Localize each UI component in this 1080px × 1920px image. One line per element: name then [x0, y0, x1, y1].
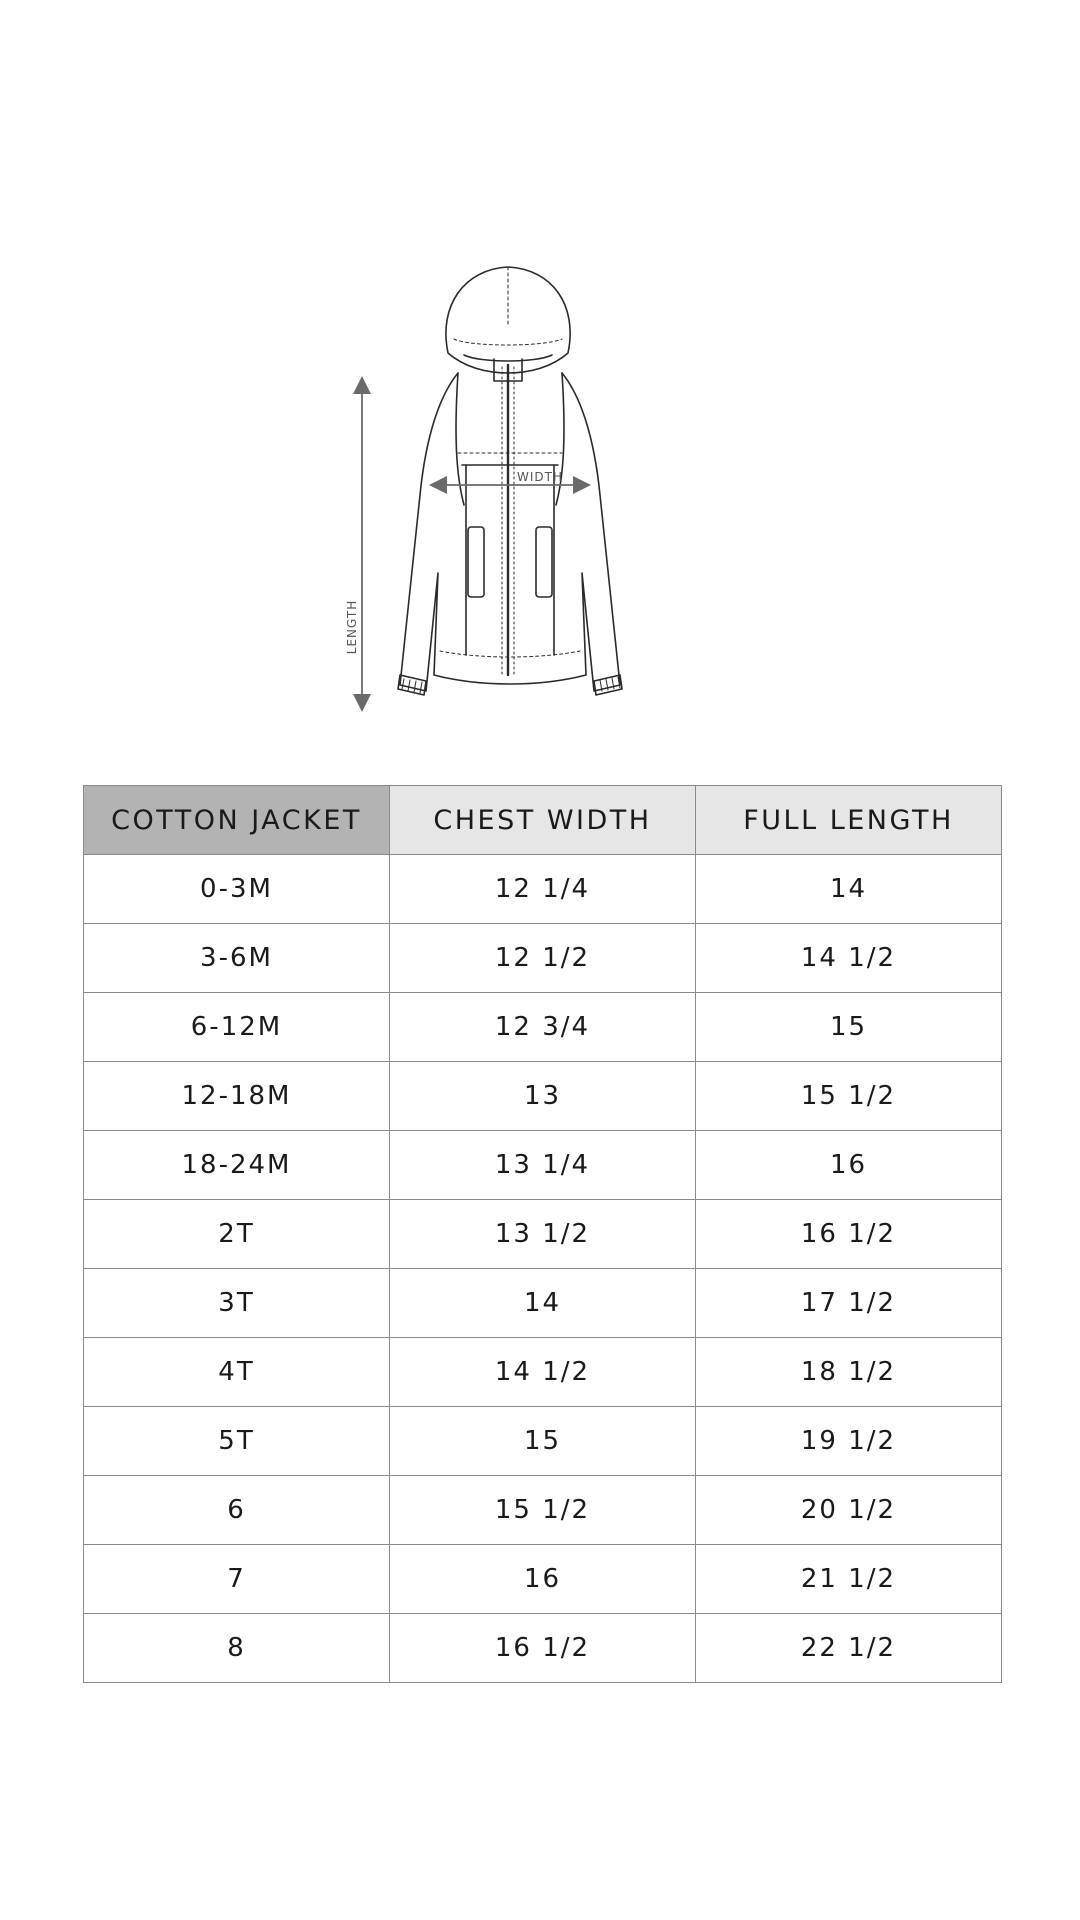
- hood-outline: [446, 267, 570, 373]
- full-length-cell: 22 1/2: [696, 1614, 1002, 1683]
- jacket-drawing: [330, 255, 690, 725]
- size-cell: 0-3M: [84, 855, 390, 924]
- size-cell: 8: [84, 1614, 390, 1683]
- size-cell: 6-12M: [84, 993, 390, 1062]
- table-row: [84, 1131, 1002, 1200]
- table-row: [84, 1200, 1002, 1269]
- length-label: LENGTH: [345, 599, 359, 655]
- full-length-cell: 14 1/2: [696, 924, 1002, 993]
- table-row: [84, 1062, 1002, 1131]
- chest-width-cell: 13 1/4: [390, 1131, 696, 1200]
- chest-width-cell: 16: [390, 1545, 696, 1614]
- full-length-cell: 15: [696, 993, 1002, 1062]
- full-length-cell: 15 1/2: [696, 1062, 1002, 1131]
- size-cell: 2T: [84, 1200, 390, 1269]
- full-length-cell: 14: [696, 855, 1002, 924]
- table-row: [84, 924, 1002, 993]
- full-length-cell: 20 1/2: [696, 1476, 1002, 1545]
- chest-width-cell: 12 1/2: [390, 924, 696, 993]
- hood-opening: [464, 355, 552, 361]
- table-header-row: [84, 786, 1002, 855]
- table-row: [84, 1338, 1002, 1407]
- jacket-body: [400, 373, 620, 691]
- header-cotton-jacket: COTTON JACKET: [84, 786, 390, 855]
- chest-width-cell: 13: [390, 1062, 696, 1131]
- size-cell: 7: [84, 1545, 390, 1614]
- full-length-cell: 16: [696, 1131, 1002, 1200]
- chest-width-cell: 15 1/2: [390, 1476, 696, 1545]
- chest-width-cell: 14: [390, 1269, 696, 1338]
- chest-width-cell: 14 1/2: [390, 1338, 696, 1407]
- header-chest-width: CHEST WIDTH: [390, 786, 696, 855]
- table-row: [84, 1407, 1002, 1476]
- full-length-cell: 18 1/2: [696, 1338, 1002, 1407]
- chest-width-cell: 13 1/2: [390, 1200, 696, 1269]
- pocket-right: [536, 527, 552, 597]
- width-label: WIDTH: [517, 470, 563, 484]
- table-row: [84, 1476, 1002, 1545]
- size-cell: 12-18M: [84, 1062, 390, 1131]
- jacket-illustration: [330, 255, 690, 725]
- full-length-cell: 19 1/2: [696, 1407, 1002, 1476]
- size-cell: 18-24M: [84, 1131, 390, 1200]
- chest-width-cell: 12 1/4: [390, 855, 696, 924]
- table-row: [84, 855, 1002, 924]
- size-cell: 3-6M: [84, 924, 390, 993]
- size-cell: 6: [84, 1476, 390, 1545]
- chest-width-cell: 12 3/4: [390, 993, 696, 1062]
- chest-width-cell: 16 1/2: [390, 1614, 696, 1683]
- table-row: [84, 1614, 1002, 1683]
- table-row: [84, 1269, 1002, 1338]
- size-chart-table: [83, 785, 1002, 1683]
- pocket-left: [468, 527, 484, 597]
- size-cell: 3T: [84, 1269, 390, 1338]
- size-cell: 4T: [84, 1338, 390, 1407]
- header-full-length: FULL LENGTH: [696, 786, 1002, 855]
- full-length-cell: 17 1/2: [696, 1269, 1002, 1338]
- table-row: [84, 993, 1002, 1062]
- table-row: [84, 1545, 1002, 1614]
- chest-width-cell: 15: [390, 1407, 696, 1476]
- full-length-cell: 16 1/2: [696, 1200, 1002, 1269]
- hem: [440, 651, 580, 657]
- size-cell: 5T: [84, 1407, 390, 1476]
- full-length-cell: 21 1/2: [696, 1545, 1002, 1614]
